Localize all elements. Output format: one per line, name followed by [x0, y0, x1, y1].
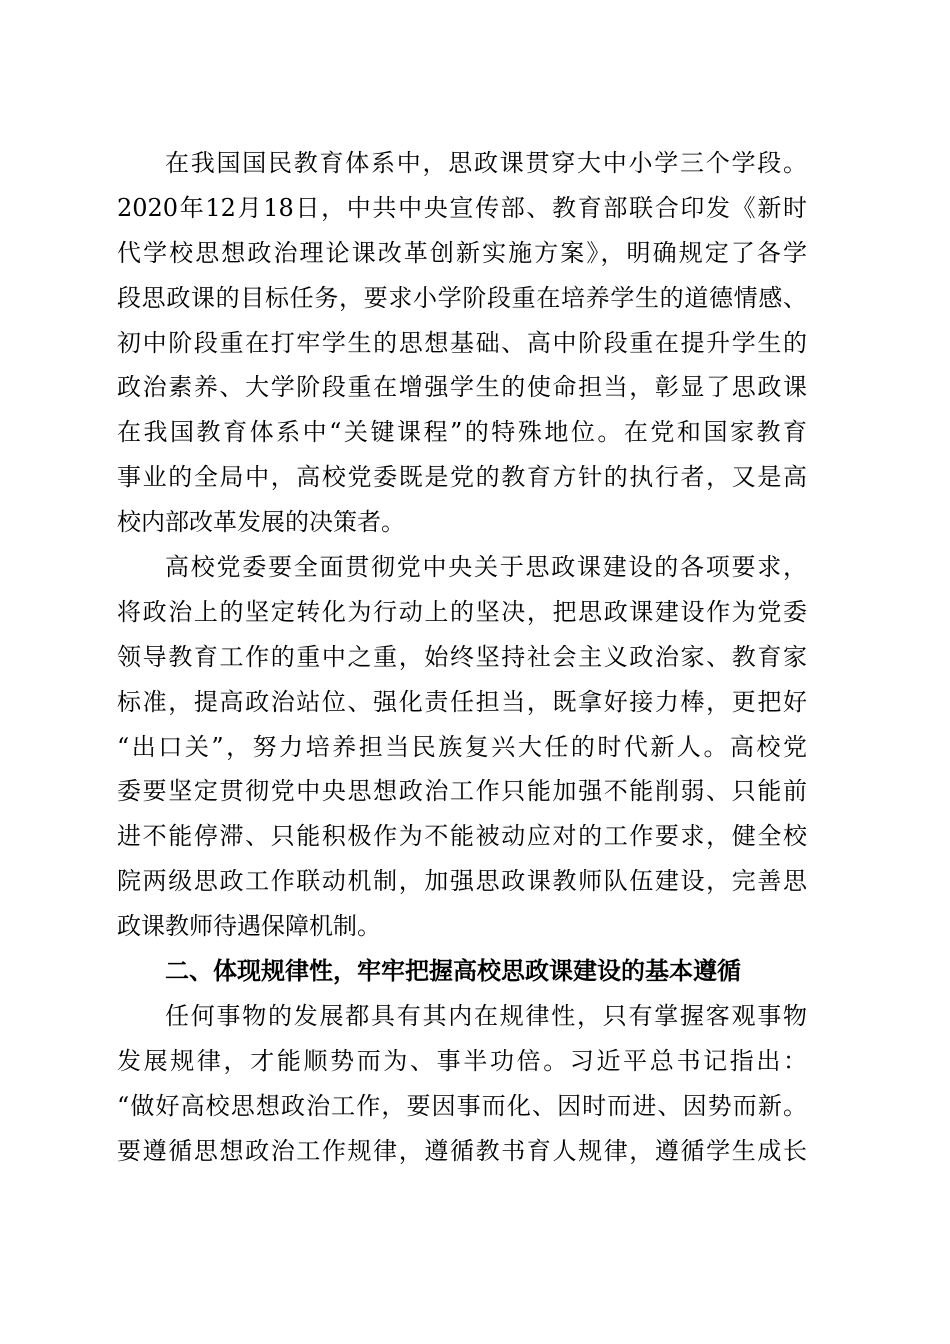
paragraph-3	[117, 994, 807, 1174]
document-page	[117, 141, 807, 1173]
paragraph-line: 高校党委要全面贯彻党中央关于思政课建设的各项要求，	[165, 553, 807, 582]
paragraph-line: 任何事物的发展都具有其内在规律性，只有掌握客观事物	[165, 1001, 807, 1030]
paragraph-line: 进不能停滞、只能积极作为不能被动应对的工作要求，健全校	[117, 822, 807, 851]
paragraph-line: 在我国国民教育体系中，思政课贯穿大中小学三个学段。	[165, 149, 807, 177]
paragraph-line: “出口关”，努力培养担当民族复兴大任的时代新人。高校党	[117, 732, 807, 761]
paragraph-2	[117, 545, 807, 949]
paragraph-line: 校内部改革发展的决策者。	[117, 508, 405, 537]
paragraph-line: 领导教育工作的重中之重，始终坚持社会主义政治家、教育家	[117, 642, 807, 671]
paragraph-line: 事业的全局中，高校党委既是党的教育方针的执行者，又是高	[117, 463, 807, 492]
paragraph-line: 委要坚定贯彻党中央思想政治工作只能加强不能削弱、只能前	[117, 777, 807, 806]
paragraph-line: 段思政课的目标任务，要求小学阶段重在培养学生的道德情感、	[117, 283, 807, 312]
paragraph-line: 在我国教育体系中“关键课程”的特殊地位。在党和国家教育	[117, 418, 807, 447]
paragraph-line: 2020年12月18日，中共中央宣传部、教育部联合印发《新时	[117, 193, 807, 222]
paragraph-line: 初中阶段重在打牢学生的思想基础、高中阶段重在提升学生的	[117, 328, 807, 357]
paragraph-line: 代学校思想政治理论课改革创新实施方案》，明确规定了各学	[117, 238, 807, 267]
paragraph-line: 政课教师待遇保障机制。	[117, 912, 381, 941]
paragraph-line: 要遵循思想政治工作规律，遵循教书育人规律，遵循学生成长	[117, 1136, 807, 1165]
paragraph-line: “做好高校思想政治工作，要因事而化、因时而进、因势而新。	[117, 1091, 807, 1120]
paragraph-line: 发展规律，才能顺势而为、事半功倍。习近平总书记指出：	[117, 1046, 807, 1075]
paragraph-line: 政治素养、大学阶段重在增强学生的使命担当，彰显了思政课	[117, 373, 807, 402]
paragraph-line: 院两级思政工作联动机制，加强思政课教师队伍建设，完善思	[117, 867, 807, 896]
paragraph-1	[117, 141, 807, 545]
paragraph-line: 标准，提高政治站位、强化责任担当，既拿好接力棒，更把好	[117, 687, 807, 716]
section-heading: 二、体现规律性，牢牢把握高校思政课建设的基本遵循	[165, 957, 741, 986]
paragraph-line: 将政治上的坚定转化为行动上的坚决，把思政课建设作为党委	[117, 597, 807, 626]
